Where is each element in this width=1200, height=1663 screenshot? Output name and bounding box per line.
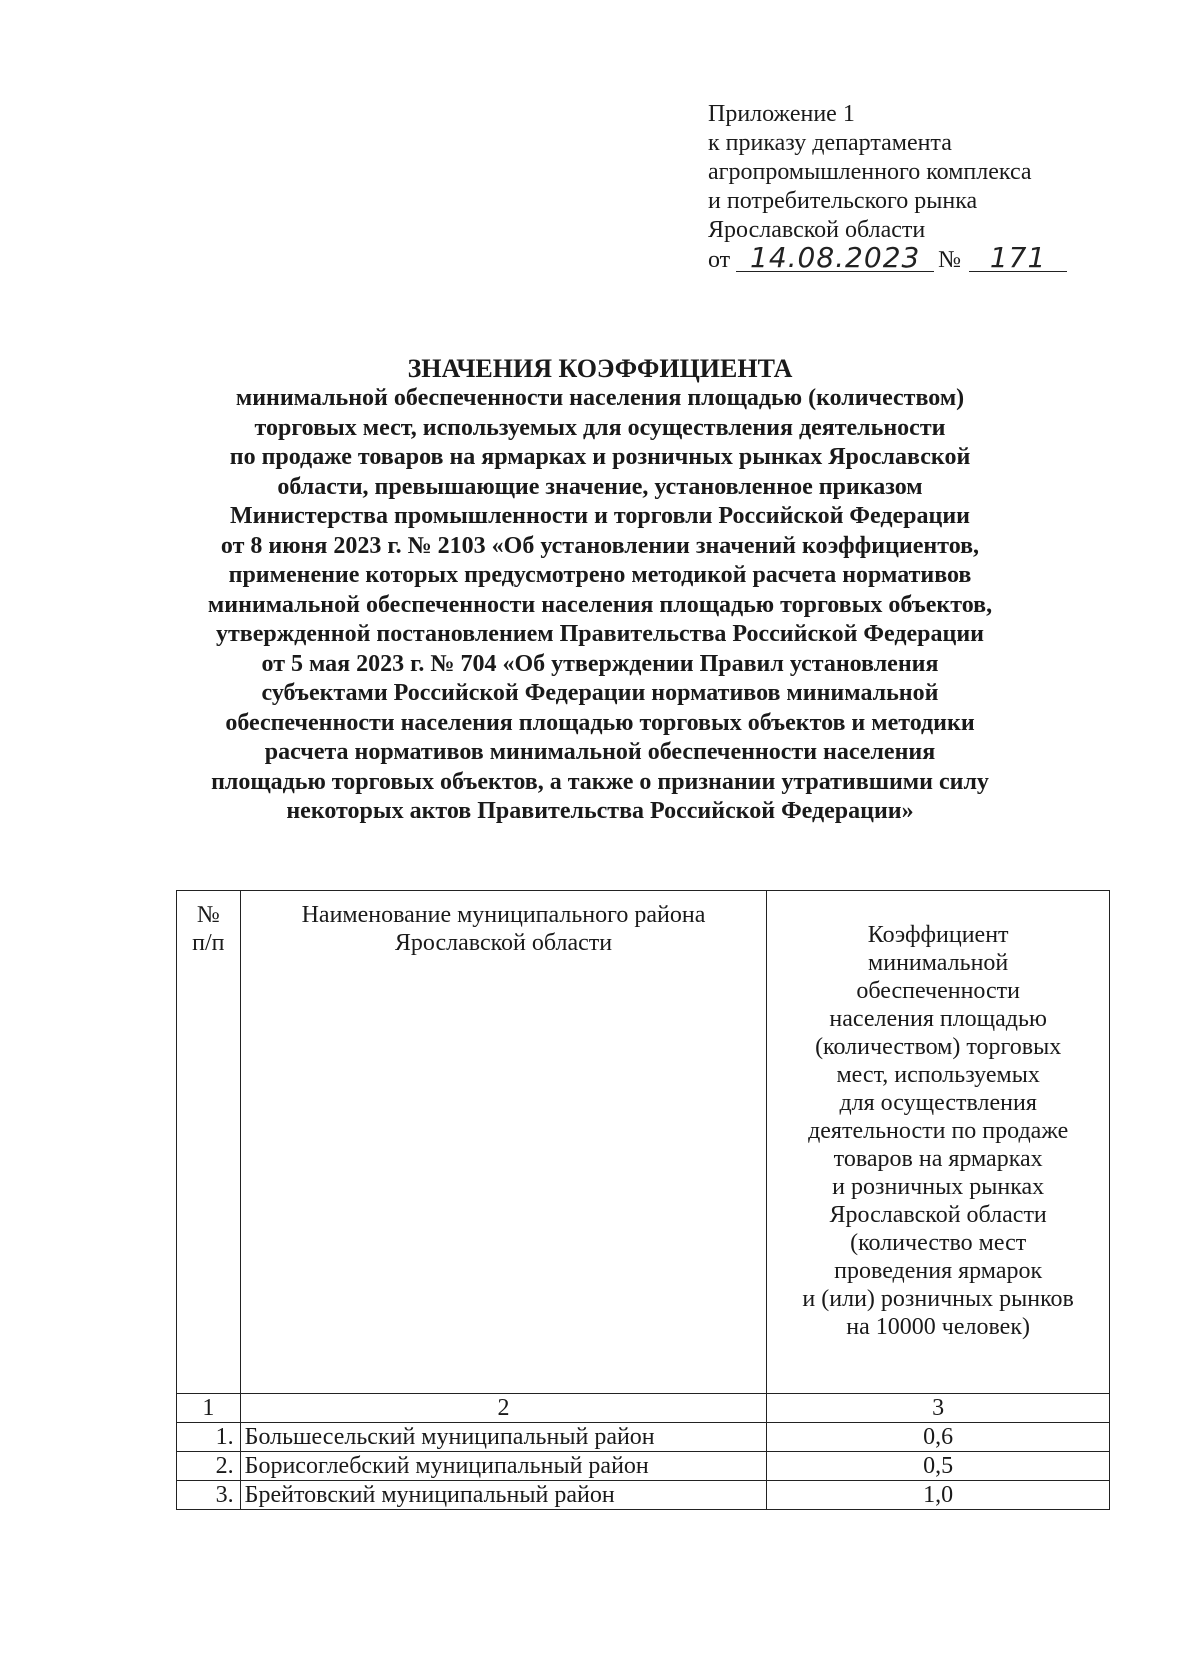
annex-line: Приложение 1 (708, 101, 855, 127)
coefficient-value: 0,5 (767, 1452, 1110, 1481)
row-number: 1. (177, 1423, 241, 1452)
header-name (240, 891, 767, 1394)
row-number: 3. (177, 1481, 241, 1510)
title-line: Министерства промышленности и торговли Российской Федерации (230, 503, 970, 529)
coefficient-value: 1,0 (767, 1481, 1110, 1510)
title-line: торговых мест, используемых для осуществления деятельности (254, 414, 946, 441)
order-date-number-line (708, 241, 1067, 275)
document-title (150, 354, 1050, 827)
table-row (177, 1452, 1110, 1481)
title-line: области, превышающие значение, установленное приказом (277, 473, 923, 500)
header-coefficient-line: проведения ярмарок (834, 1258, 1043, 1284)
title-line: площадью торговых объектов, а также о признании утратившими силу (211, 768, 989, 795)
header-coefficient-line: (количеством) торговых (815, 1034, 1062, 1060)
from-label: от (708, 247, 731, 273)
header-coefficient-line: на 10000 человек) (846, 1314, 1030, 1340)
header-coefficient-line: деятельности по продаже (808, 1118, 1069, 1144)
header-coefficient-line: обеспеченности (856, 978, 1020, 1004)
title-line: применение которых предусмотрено методикой расчета нормативов (228, 562, 972, 588)
annex-line: агропромышленного комплекса (708, 159, 1032, 185)
header-coefficient-line: Ярославской области (829, 1202, 1047, 1228)
column-number-row (177, 1394, 1110, 1423)
header-coefficient-line: и (или) розничных рынков (802, 1286, 1074, 1312)
table-row (177, 1481, 1110, 1510)
header-coefficient-line: Коэффициент (867, 922, 1009, 948)
title-line: субъектами Российской Федерации нормативов минимальной (261, 680, 939, 706)
table-row (177, 1423, 1110, 1452)
column-number: 1 (177, 1394, 241, 1423)
row-number: 2. (177, 1452, 241, 1481)
title-line: от 8 июня 2023 г. № 2103 «Об установлении значений коэффициентов, (220, 532, 980, 559)
district-name: Брейтовский муниципальный район (240, 1481, 767, 1510)
header-coefficient-line: для осуществления (839, 1090, 1037, 1116)
header-num-line: п/п (192, 930, 225, 956)
header-num (177, 891, 241, 1394)
column-number: 2 (240, 1394, 767, 1423)
header-coefficient-line: и розничных рынках (832, 1174, 1045, 1200)
title-line: по продаже товаров на ярмарках и розничных рынках Ярославской (229, 444, 971, 470)
annex-line: и потребительского рынка (708, 188, 978, 214)
header-coefficient-line: мест, используемых (836, 1062, 1040, 1088)
header-name-line: Наименование муниципального района (301, 902, 706, 928)
title-line: утвержденной постановлением Правительства Российской Федерации (215, 621, 985, 647)
order-date-handwritten: 14.08.2023 (736, 245, 934, 272)
annex-header (708, 100, 1067, 275)
header-num-line: № (196, 902, 220, 928)
column-number: 3 (767, 1394, 1110, 1423)
title-line: минимальной обеспеченности населения площадью (количеством) (235, 385, 965, 411)
coefficient-value: 0,6 (767, 1423, 1110, 1452)
title-subtitle (150, 384, 1050, 827)
header-name-line: Ярославской области (394, 930, 613, 956)
header-coefficient-line: минимальной (868, 950, 1009, 976)
annex-line: к приказу департамента (708, 130, 952, 156)
header-coefficient-line: населения площадью (829, 1006, 1047, 1032)
header-coefficient (767, 891, 1110, 1394)
title-line: минимальной обеспеченности населения площадью торговых объектов, (207, 591, 993, 618)
number-label: № (938, 247, 962, 273)
table-header-row (177, 891, 1110, 1394)
header-coefficient-line: (количество мест (850, 1230, 1027, 1256)
header-coefficient-line: товаров на ярмарках (833, 1146, 1043, 1172)
order-number-handwritten: 171 (969, 245, 1067, 272)
annex-line: Ярославской области (708, 217, 926, 243)
title-main: ЗНАЧЕНИЯ КОЭФФИЦИЕНТА (407, 354, 793, 383)
district-name: Борисоглебский муниципальный район (240, 1452, 767, 1481)
title-line: некоторых актов Правительства Российской Федерации» (286, 798, 914, 824)
title-line: обеспеченности населения площадью торговых объектов и методики (225, 709, 975, 736)
title-line: расчета нормативов минимальной обеспеченности населения (264, 739, 936, 765)
district-name: Большесельский муниципальный район (240, 1423, 767, 1452)
coefficient-table (176, 890, 1110, 1510)
title-line: от 5 мая 2023 г. № 704 «Об утверждении Правил установления (261, 650, 939, 677)
